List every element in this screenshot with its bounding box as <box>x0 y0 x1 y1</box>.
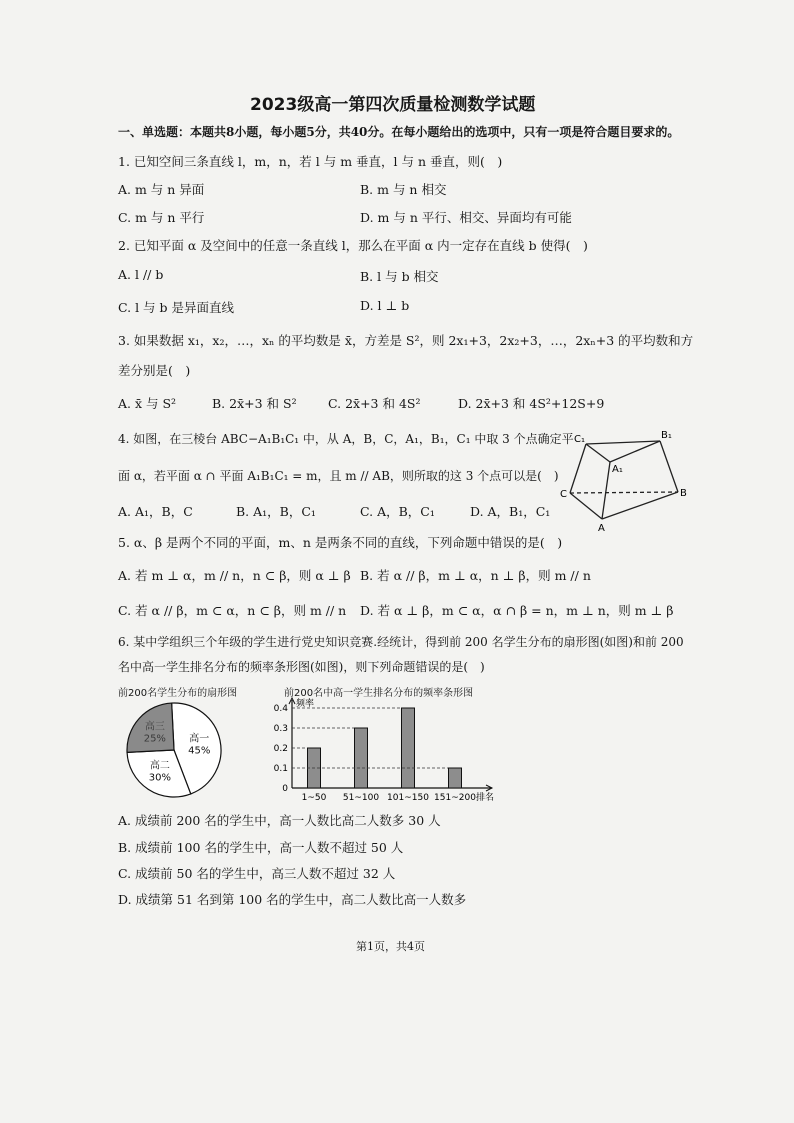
label-a1: A₁ <box>612 464 623 475</box>
q5-stem: 5. α、β 是两个不同的平面，m、n 是两条不同的直线，下列命题中错误的是( ) <box>118 535 563 550</box>
q6-option-d: D. 成绩第 51 名到第 100 名的学生中，高二人数比高一人数多 <box>118 892 467 907</box>
bar-chart <box>270 696 510 808</box>
q6-stem-line1: 6. 某中学组织三个年级的学生进行党史知识竞赛.经统计，得到前 200 名学生分布的扇形图(如图)和前 200 <box>118 635 684 649</box>
x-tick-label: 101~150 <box>387 793 429 803</box>
pie-chart <box>118 700 248 800</box>
label-c: C <box>560 489 567 500</box>
q2-option-a: A. l // b <box>118 267 164 282</box>
y-tick-label: 0.2 <box>273 744 288 754</box>
q4-option-c: C. A，B，C₁ <box>360 504 435 519</box>
page-title: 2023级高一第四次质量检测数学试题 <box>250 95 536 115</box>
q5-option-c: C. 若 α // β，m ⊂ α，n ⊂ β，则 m // n <box>118 603 347 618</box>
q3-stem-line2: 差分别是( ) <box>118 363 191 378</box>
label-c1: C₁ <box>574 434 585 445</box>
y-tick-label: 0.4 <box>273 704 288 714</box>
label-b1: B₁ <box>661 430 672 441</box>
q3-option-c: C. 2x̄+3 和 4S² <box>328 396 421 411</box>
frustum-figure <box>560 428 700 533</box>
q4-stem-line1: 4. 如图，在三棱台 ABC−A₁B₁C₁ 中，从 A，B，C，A₁，B₁，C₁ 中取 3 个点确定平 <box>118 432 574 446</box>
x-tick-label: 1~50 <box>301 793 327 803</box>
q2-option-b: B. l 与 b 相交 <box>360 269 439 284</box>
q3-stem-line1: 3. 如果数据 x₁，x₂，…，xₙ 的平均数是 x̄，方差是 S²，则 2x₁+3，2x₂+3，…，2xₙ+3 的平均数和方 <box>118 333 694 348</box>
x-tick-label: 51~100 <box>342 793 380 803</box>
q1-option-a: A. m 与 n 异面 <box>118 182 205 197</box>
pie-label-line: 高三 <box>144 721 165 733</box>
q4-option-a: A. A₁，B，C <box>118 504 193 519</box>
q1-option-b: B. m 与 n 相交 <box>360 182 447 197</box>
q1-stem: 1. 已知空间三条直线 l，m，n，若 l 与 m 垂直，l 与 n 垂直，则( ) <box>118 154 503 169</box>
page-footer: 第1页，共4页 <box>356 940 425 953</box>
q2-option-c: C. l 与 b 是异面直线 <box>118 300 234 315</box>
label-a: A <box>598 523 605 533</box>
q6-option-c: C. 成绩前 50 名的学生中，高三人数不超过 32 人 <box>118 866 396 881</box>
y-tick-label: 0 <box>282 784 288 794</box>
bar <box>355 728 368 788</box>
pie-label-2 <box>144 720 166 745</box>
q5-option-a: A. 若 m ⊥ α，m // n，n ⊂ β，则 α ⊥ β <box>118 568 351 583</box>
q6-option-a: A. 成绩前 200 名的学生中，高一人数比高二人数多 30 人 <box>118 813 441 828</box>
label-b: B <box>680 488 687 499</box>
pie-label-line: 高二 <box>149 760 170 772</box>
q2-option-d: D. l ⊥ b <box>360 298 410 313</box>
q3-option-d: D. 2x̄+3 和 4S²+12S+9 <box>458 396 605 411</box>
q5-option-b: B. 若 α // β，m ⊥ α，n ⊥ β，则 m // n <box>360 568 591 583</box>
q1-option-c: C. m 与 n 平行 <box>118 210 205 225</box>
q4-option-b: B. A₁，B，C₁ <box>236 504 316 519</box>
pie-label-line: 45% <box>188 745 211 757</box>
q4-stem-line2: 面 α，若平面 α ∩ 平面 A₁B₁C₁ = m，且 m // AB，则所取的这 3 个点可以是( ) <box>118 469 559 483</box>
bar-chart-title: 前200名中高一学生排名分布的频率条形图 <box>284 688 474 699</box>
bar <box>402 708 415 788</box>
q3-option-a: A. x̄ 与 S² <box>118 396 177 411</box>
bar <box>449 768 462 788</box>
pie-chart-title: 前200名学生分布的扇形图 <box>118 688 238 699</box>
y-tick-label: 0.3 <box>273 724 288 734</box>
pie-label-line: 25% <box>143 733 166 745</box>
q5-option-d: D. 若 α ⊥ β，m ⊂ α，α ∩ β = n，m ⊥ n，则 m ⊥ β <box>360 603 674 618</box>
x-tick-label: 151~200 <box>434 793 476 803</box>
q3-option-b: B. 2x̄+3 和 S² <box>212 396 297 411</box>
pie-label-0 <box>188 732 210 757</box>
section-heading: 一、单选题：本题共8小题，每小题5分，共40分。在每小题给出的选项中，只有一项是符合题目要求的。 <box>118 125 680 139</box>
q2-stem: 2. 已知平面 α 及空间中的任意一条直线 l，那么在平面 α 内一定存在直线 b 使得( ) <box>118 238 588 253</box>
x-axis-label: 排名 <box>476 793 495 803</box>
pie-label-line: 30% <box>148 772 171 784</box>
q4-option-d: D. A，B₁，C₁ <box>470 504 551 519</box>
y-axis-label: 频率 <box>296 699 315 709</box>
pie-label-line: 高一 <box>189 733 210 745</box>
y-tick-label: 0.1 <box>273 764 288 774</box>
q1-option-d: D. m 与 n 平行、相交、异面均有可能 <box>360 210 572 225</box>
q6-option-b: B. 成绩前 100 名的学生中，高一人数不超过 50 人 <box>118 840 404 855</box>
pie-label-1 <box>149 759 171 784</box>
q6-stem-line2: 名中高一学生排名分布的频率条形图(如图)，则下列命题错误的是( ) <box>118 660 485 674</box>
